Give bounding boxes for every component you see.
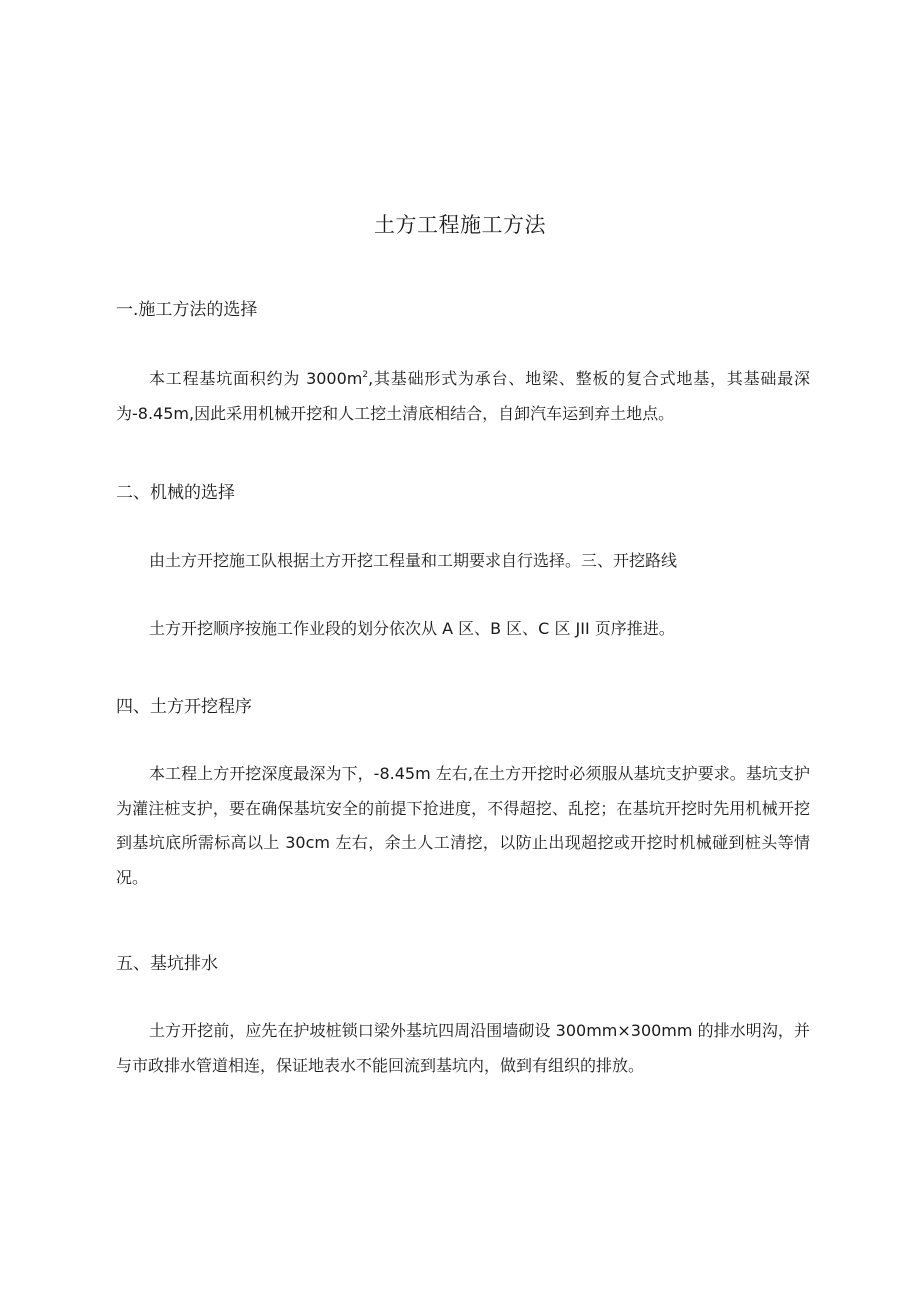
- section-heading-pit-drainage: 五、基坑排水: [116, 954, 218, 974]
- paragraph-text: 本工程基坑面积约为 3000m: [149, 369, 363, 388]
- section-heading-machinery-selection: 二、机械的选择: [116, 483, 235, 503]
- paragraph-method-selection: [116, 362, 810, 431]
- superscript: 2: [362, 370, 369, 380]
- section-heading-excavation-procedure: 四、土方开挖程序: [116, 697, 252, 717]
- document-title: 土方工程施工方法: [374, 213, 546, 237]
- paragraph-excavation-route: 土方开挖顺序按施工作业段的划分依次从 A 区、B 区、C 区 JII 页序推进。: [149, 619, 675, 638]
- paragraph-machinery-selection: 由土方开挖施工队根据土方开挖工程量和工期要求自行选择。三、开挖路线: [149, 551, 678, 570]
- paragraph-text: ,其基础形式为承台、地梁、整板的复合式地基，其基础最深为-8.45m,因此采用机械开挖和人工挖土清底相结合，自卸汽车运到弃土地点。: [116, 369, 810, 423]
- paragraph-excavation-procedure: 本工程上方开挖深度最深为下，-8.45m 左右,在土方开挖时必须服从基坑支护要求。基坑支护为灌注桩支护，要在确保基坑安全的前提下抢进度，不得超挖、乱挖；在基坑开挖时先用机械开挖到基坑底所需标高以上 30cm 左右，余土人工清挖，以防止出现超挖或开挖时机械碰到桩头等情况。: [116, 764, 810, 887]
- paragraph-pit-drainage: 土方开挖前，应先在护坡桩锁口梁外基坑四周沿围墙砌设 300mm×300mm 的排水明沟，并与市政排水管道相连，保证地表水不能回流到基坑内，做到有组织的排放。: [116, 1021, 810, 1075]
- section-heading-method-selection: 一.施工方法的选择: [116, 300, 258, 320]
